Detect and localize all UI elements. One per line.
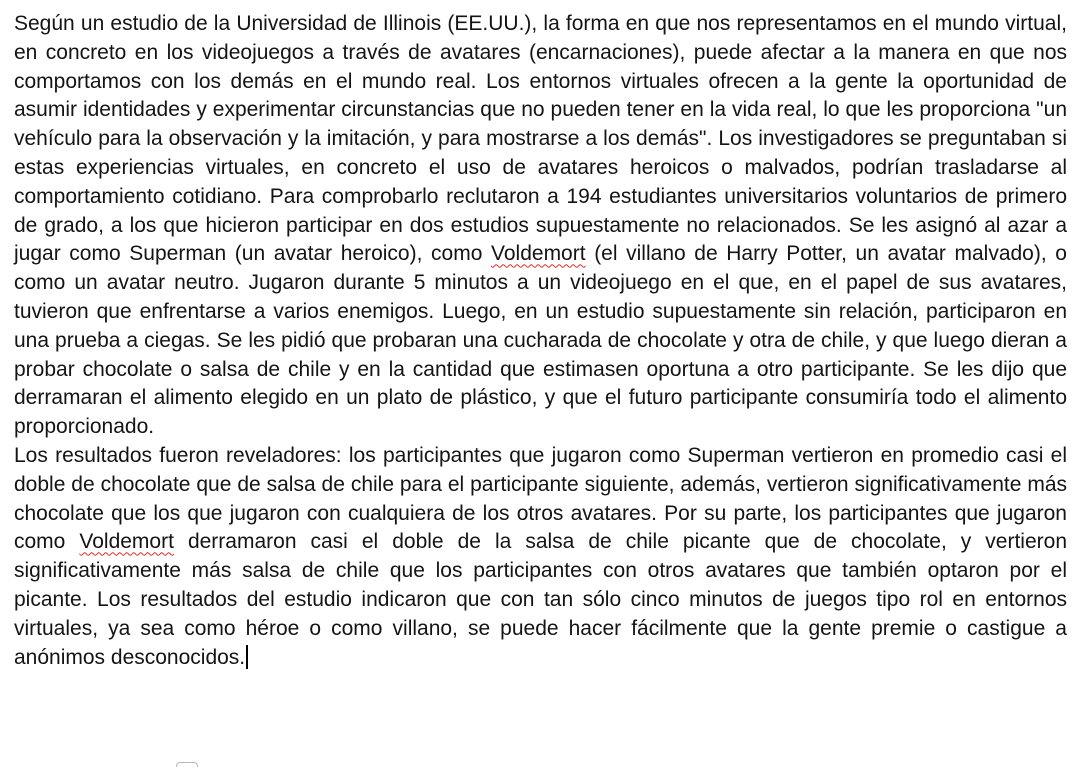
paragraph-2-text-start: Los resultados fueron reveladores: los participantes que jugaron como Superman vertieron en promedio casi el doble de chocolate que de salsa de chile para el participante siguiente, además, vertieron significativamente más chocolate que los que jugaron con cualquiera de los otros avatares. Por su parte, los participantes que jugaron como: [14, 443, 1067, 554]
misspelled-word-voldemort-1[interactable]: Voldemort: [491, 242, 586, 266]
paragraph-2-text-end: derramaron casi el doble de la salsa de chile picante que de chocolate, y vertieron significativamente más salsa de chile que los participantes con otros avatares que también optaron por el picante. Los resultados del estudio indicaron que con tan sólo cinco minutos de juegos tipo rol en entornos virtuales, ya sea como héroe o como villano, se puede hacer fácilmente que la gente premie o castigue a anónimos desconocidos.: [14, 530, 1068, 669]
paragraph-1-text-end: (el villano de Harry Potter, un avatar malvado), o como un avatar neutro. Jugaron durante 5 minutos a un videojuego en el que, en el papel de sus avatares, tuvieron que enfrentarse a varios enemigos. Luego, en un estudio supuestamente sin relación, participaron en una prueba a ciegas. Se les pidió que probaran una cucharada de chocolate y otra de chile, y que luego dieran a probar chocolate o salsa de chile y en la cantidad que estimasen oportuna a otro participante. Se les dijo que derramaran el alimento elegido en un plato de plástico, y que el futuro participante consumiría todo el alimento proporcionado.: [14, 242, 1067, 439]
paragraph-1[interactable]: [14, 10, 1067, 442]
paragraph-2[interactable]: [14, 442, 1067, 672]
paragraph-1-text-start: Según un estudio de la Universidad de Illinois (EE.UU.), la forma en que nos representamos en el mundo virtual, en concreto en los videojuegos a través de avatares (encarnaciones), puede afectar a la manera en que nos comportamos con los demás en el mundo real. Los entornos virtuales ofrecen a la gente la oportunidad de asumir identidades y experimentar circunstancias que no pueden tener en la vida real, lo que les proporciona "un vehículo para la observación y la imitación, y para mostrarse a los demás". Los investigadores se preguntaban si estas experiencias virtuales, en concreto el uso de avatares heroicos o malvados, podrían trasladarse al comportamiento cotidiano. Para comprobarlo reclutaron a 194 estudiantes universitarios voluntarios de primero de grado, a los que hicieron participar en dos estudios supuestamente no relacionados. Se les asignó al azar a jugar como Superman (un avatar heroico), como: [14, 12, 1067, 266]
paste-options-icon[interactable]: [176, 762, 198, 767]
misspelled-word-voldemort-2[interactable]: Voldemort: [79, 530, 174, 554]
text-cursor: [246, 645, 248, 669]
